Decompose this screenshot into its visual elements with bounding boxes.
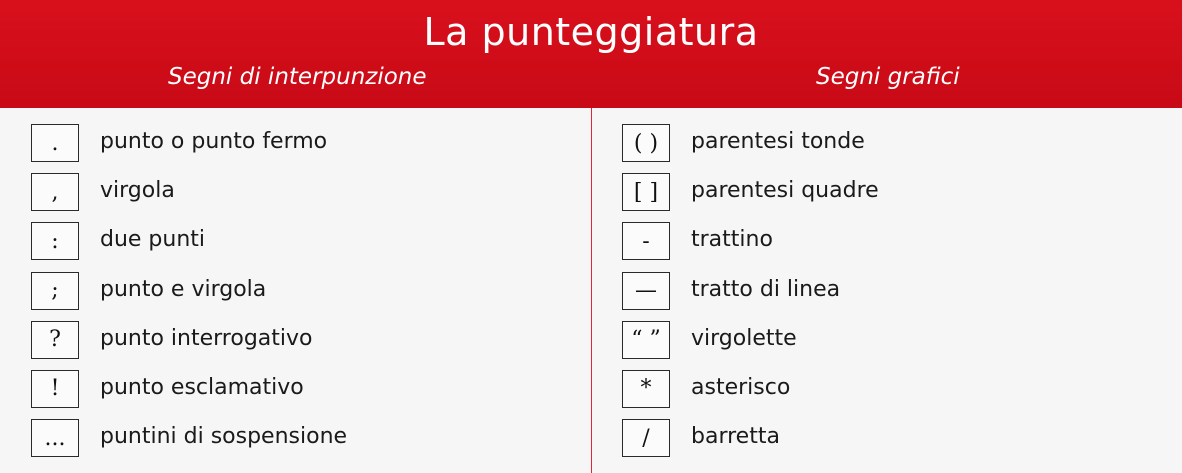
symbol-label: parentesi quadre [691, 178, 879, 204]
symbol-label: due punti [100, 227, 206, 253]
left-column-heading: Segni di interpunzione [168, 64, 427, 90]
symbol-label: puntini di sospensione [100, 424, 348, 450]
symbol-label: barretta [691, 424, 780, 450]
symbol-label: punto esclamativo [100, 374, 304, 400]
right-column-heading: Segni grafici [816, 64, 960, 90]
symbol-box: “ ” [622, 321, 670, 359]
symbol-box: ? [31, 321, 79, 359]
symbol-label: virgolette [691, 325, 797, 351]
symbol-box: - [622, 222, 670, 260]
column-divider [591, 108, 592, 473]
symbol-box: ! [31, 370, 79, 408]
symbol-box: . [31, 124, 79, 162]
symbol-box: ; [31, 272, 79, 310]
symbol-box: ... [31, 419, 79, 457]
symbol-box: : [31, 222, 79, 260]
symbol-label: punto interrogativo [100, 325, 313, 351]
symbol-label: punto e virgola [100, 276, 267, 302]
symbol-label: tratto di linea [691, 276, 841, 302]
symbol-box: — [622, 272, 670, 310]
header-banner [0, 0, 1182, 108]
symbol-label: trattino [691, 227, 773, 253]
symbol-label: punto o punto fermo [100, 129, 328, 154]
symbol-label: parentesi tonde [691, 129, 865, 154]
symbol-box: * [622, 370, 670, 408]
page-title: La punteggiatura [423, 10, 759, 54]
symbol-label: asterisco [691, 374, 791, 400]
symbol-box: / [622, 419, 670, 457]
symbol-box: ( ) [622, 124, 670, 162]
symbol-box: , [31, 173, 79, 211]
symbol-label: virgola [100, 178, 175, 204]
symbol-box: [ ] [622, 173, 670, 211]
